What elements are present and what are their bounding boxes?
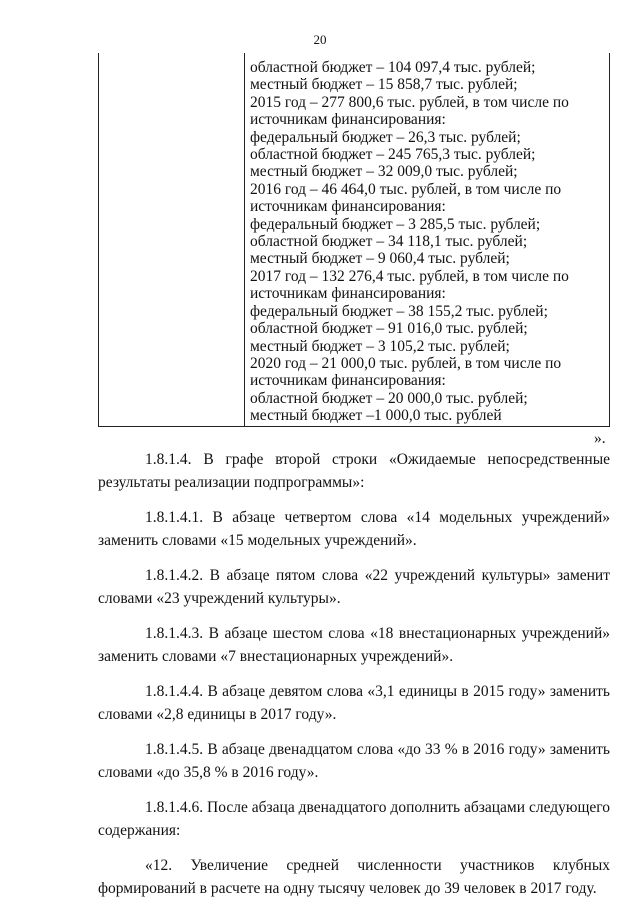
funding-line: местный бюджет – 9 060,4 тыс. рублей; — [250, 250, 510, 268]
paragraph: 1.8.1.4.6. После абзаца двенадцатого дополнить абзацами следующего содержания: — [98, 799, 610, 839]
funding-line: областной бюджет – 91 016,0 тыс. рублей; — [250, 320, 528, 338]
paragraph: 1.8.1.4.5. В абзаце двенадцатом слова «до 33 % в 2016 году» заменить словами «до 35,8 % в 2016 году». — [98, 741, 610, 781]
funding-line: источникам финансирования: — [250, 198, 446, 216]
funding-line: областной бюджет – 20 000,0 тыс. рублей; — [250, 389, 528, 407]
table-column-divider — [244, 53, 245, 426]
page-number: 20 — [313, 32, 327, 47]
funding-line: федеральный бюджет – 26,3 тыс. рублей; — [250, 128, 521, 146]
paragraph: 1.8.1.4. В графе второй строки «Ожидаемые непосредственные результаты реализации подпрограммы»: — [98, 451, 610, 491]
funding-line: областной бюджет – 104 097,4 тыс. рублей; — [250, 59, 536, 76]
funding-line: федеральный бюджет – 38 155,2 тыс. рублей; — [250, 302, 548, 320]
paragraph: 1.8.1.4.4. В абзаце девятом слова «3,1 единицы в 2015 году» заменить словами «2,8 единицы в 2017 году». — [98, 683, 610, 723]
paragraph: 1.8.1.4.2. В абзаце пятом слова «22 учреждений культуры» заменит словами «23 учреждений культуры». — [98, 567, 610, 607]
funding-line: областной бюджет – 34 118,1 тыс. рублей; — [250, 233, 528, 251]
closing-quote: ». — [594, 430, 606, 447]
funding-table — [98, 53, 610, 427]
funding-line: 2020 год – 21 000,0 тыс. рублей, в том числе по — [250, 354, 562, 372]
funding-line: источникам финансирования: — [250, 285, 446, 303]
funding-line: федеральный бюджет – 3 285,5 тыс. рублей; — [250, 215, 541, 233]
funding-line: 2017 год – 132 276,4 тыс. рублей, в том числе по — [250, 267, 569, 285]
paragraph: «12. Увеличение средней численности участников клубных формирований в расчете на одну тысячу человек до 39 человек в 2017 году. — [98, 857, 610, 897]
funding-line: источникам финансирования: — [250, 111, 446, 129]
funding-line: местный бюджет – 32 009,0 тыс. рублей; — [250, 163, 518, 181]
amendment-text — [98, 448, 610, 900]
funding-line: областной бюджет – 245 765,3 тыс. рублей; — [250, 146, 536, 164]
funding-line: местный бюджет –1 000,0 тыс. рублей — [250, 407, 502, 425]
funding-line: 2015 год – 277 800,6 тыс. рублей, в том числе по — [250, 93, 569, 111]
paragraph: 1.8.1.4.3. В абзаце шестом слова «18 внестационарных учреждений» заменить словами «7 внестационарных учреждений». — [98, 625, 610, 665]
funding-line: 2016 год – 46 464,0 тыс. рублей, в том числе по — [250, 180, 562, 198]
funding-line: местный бюджет – 3 105,2 тыс. рублей; — [250, 337, 510, 355]
funding-cell — [250, 59, 605, 425]
paragraph: 1.8.1.4.1. В абзаце четвертом слова «14 модельных учреждений» заменить словами «15 модельных учреждений». — [98, 509, 610, 549]
funding-line: местный бюджет – 15 858,7 тыс. рублей; — [250, 76, 518, 94]
funding-line: источникам финансирования: — [250, 372, 446, 390]
